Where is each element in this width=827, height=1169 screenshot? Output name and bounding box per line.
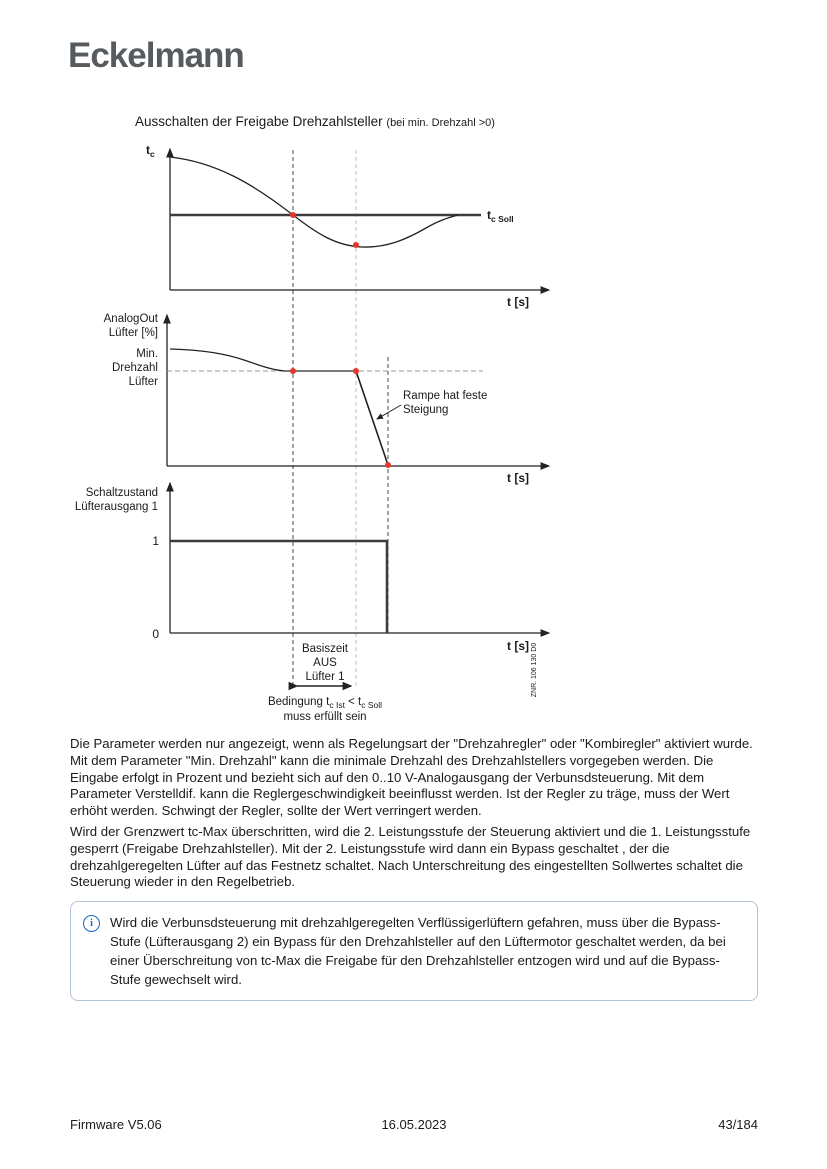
switch-step-line (170, 541, 387, 633)
min-drehzahl-label-line1: Min. (136, 348, 158, 360)
analog-marker-dot-3 (385, 462, 391, 468)
body-text (70, 736, 765, 895)
analogout-axis-label-line1: AnalogOut (103, 313, 158, 325)
schaltzustand-axis-label-line1: Schaltzustand (85, 487, 158, 499)
info-note-box (70, 901, 758, 1001)
ramp-annotation-line2: Steigung (403, 404, 449, 416)
analog-marker-dot-2 (353, 368, 359, 374)
tick-1-label: 1 (152, 534, 159, 548)
figure-title-note: (bei min. Drehzahl >0) (386, 117, 495, 129)
min-drehzahl-label-line2: Drehzahl (111, 362, 158, 374)
page-footer (70, 1117, 758, 1137)
tc-curve (170, 157, 458, 247)
time-axis-label-2: t [s] (507, 471, 529, 485)
analog-ramp (356, 371, 388, 465)
condition-label-line2: muss erfüllt sein (283, 711, 367, 723)
basiszeit-label-line3: Lüfter 1 (305, 671, 345, 683)
time-axis-label-1: t [s] (507, 295, 529, 309)
time-axis-label-3: t [s] (507, 639, 529, 653)
analog-marker-dot-1 (290, 368, 296, 374)
tc-axis-label: $t_c$ (146, 143, 155, 159)
graph-tc (146, 143, 549, 309)
figure-title-main: Ausschalten der Freigabe Drehzahlsteller (135, 114, 383, 129)
ramp-annotation-arrow (377, 405, 401, 419)
footer-page-number: 43/184 (718, 1117, 758, 1132)
company-logo: Eckelmann (68, 36, 244, 75)
footer-firmware-version: Firmware V5.06 (70, 1117, 162, 1132)
basiszeit-label-line1: Basiszeit (301, 643, 349, 655)
tc-cross-marker-dot (290, 212, 296, 218)
paragraph-1: Die Parameter werden nur angezeigt, wenn als Regelungsart der "Drehzahregler" oder "Kombiregler" aktiviert wurde. Mit dem Parameter "Min. Drehzahl" kann die minimale Drehzahl des Drehzahlstellers vorgegeben werden. Die Eingabe erfolgt in Prozent und bezieht sich auf den 0..10 V-Analogausgang der Verbunsdsteuerung. Mit dem Parameter Verstelldif. kann die Reglergeschwindigkeit beeinflusst werden. Ist der Regler zu träge, muss der Wert erhöht werden. Schwingt der Regler, sollte der Wert verringert werden. (70, 736, 753, 819)
basiszeit-label-line2: AUS (313, 657, 337, 669)
info-note-text: Wird die Verbunsdsteuerung mit drehzahlgeregelten Verflüssigerlüftern gefahren, muss über die Bypass-Stufe (Lüfterausgang 2) ein Bypass für den Drehzahlsteller auf den Lüftermotor geschaltet werden, da bei einer Überschreitung von tc-Max die Freigabe für den Drehzahlsteller entzogen wird und auf die Bypass-Stufe gewechselt wird. (110, 915, 726, 987)
analogout-axis-label-line2: Lüfter [%] (108, 327, 158, 339)
analog-curve (170, 349, 285, 371)
drawing-number: ZNR. 106 130 D0 (531, 642, 538, 698)
graph-analogout (104, 313, 549, 485)
graph-switch-state (75, 483, 549, 723)
tc-soll-label: $t_{c Soll}$ (487, 208, 514, 224)
min-drehzahl-label-line3: Lüfter (128, 376, 158, 388)
ramp-annotation-line1: Rampe hat feste (403, 390, 488, 402)
info-icon: i (83, 915, 100, 932)
tc-min-marker-dot (353, 242, 359, 248)
schaltzustand-axis-label-line2: Lüfterausgang 1 (74, 501, 158, 513)
condition-label-line1: Bedingung $t_{c Ist} < t_{c Soll}$ (267, 696, 383, 710)
paragraph-2: Wird der Grenzwert tc-Max überschritten, wird die 2. Leistungsstufe der Steuerung aktiviert und die 1. Leistungsstufe gesperrt (Freigabe Drehzahlsteller). Mit der 2. Leistungsstufe wird dann ein Bypass geschaltet , der die drehzahlgeregelten Lüfter auf das Festnetz schaltet. Nach Unterschreitung des eingestellten Sollwertes schaltet die Steuerung wieder in den Regelbetrieb. (70, 823, 751, 890)
footer-date: 16.05.2023 (381, 1117, 447, 1132)
tick-0-label: 0 (152, 627, 159, 641)
